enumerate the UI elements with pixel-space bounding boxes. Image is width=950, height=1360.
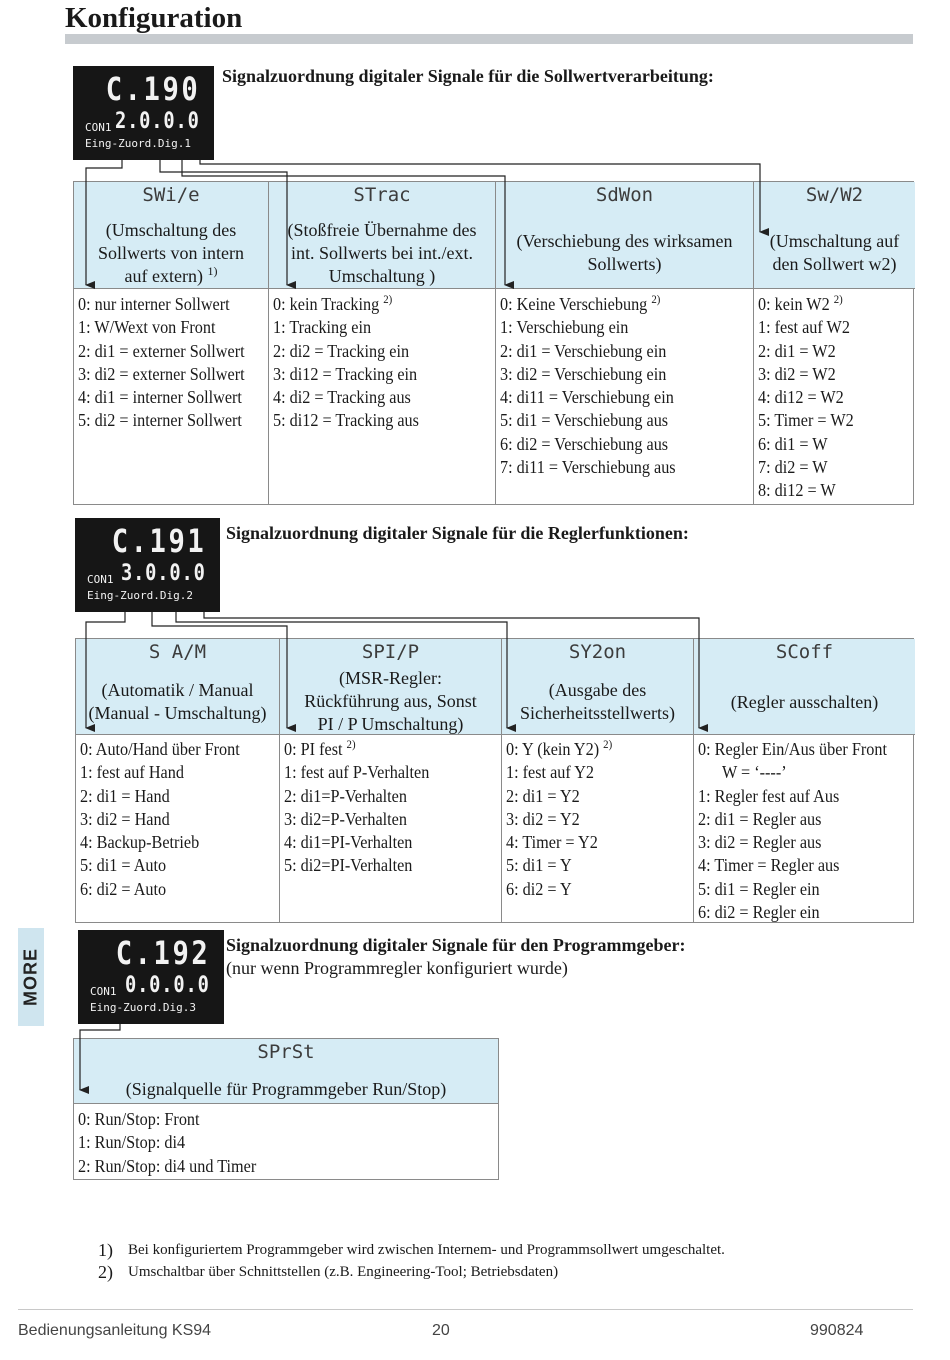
option-item: 7: di2 = W — [758, 457, 828, 478]
option-item: 1: fest auf Y2 — [506, 762, 595, 783]
lcd-code: C.190 — [105, 70, 200, 108]
option-item: 0: PI fest $^{2)}$ — [284, 737, 356, 759]
footnote-ref: 1) — [207, 263, 218, 278]
option-item: 2: di1 = Verschiebung ein — [500, 340, 667, 361]
option-item: W = ‘----’ — [698, 762, 787, 783]
footnote-number: 2) — [98, 1262, 113, 1282]
lcd-value: 3.0.0.0 — [121, 561, 206, 586]
lcd-con-label: CON1 — [87, 573, 114, 586]
option-item: 3: di12 = Tracking ein — [273, 363, 418, 384]
option-item: 4: di11 = Verschiebung ein — [500, 387, 674, 408]
option-item: 4: di2 = Tracking aus — [273, 387, 411, 408]
option-item: 5: di2 = interner Sollwert — [78, 410, 242, 431]
lcd-code: C.192 — [115, 934, 210, 972]
connector-sdwon — [182, 160, 505, 285]
parameter-description: (Ausgabe des Sicherheitsstellwerts) — [520, 680, 675, 723]
parameter-description: (Verschiebung des wirksamen Sollwerts) — [516, 231, 733, 274]
parameter-description: (Umschaltung auf den Sollwert w2) — [769, 231, 900, 274]
connector-strac — [160, 160, 287, 285]
lcd-con-label: CON1 — [85, 121, 112, 134]
footnote-ref: 2) — [346, 737, 356, 751]
connector-sy2on — [176, 612, 507, 728]
lcd-sub-label: Eing-Zuord.Dig.3 — [90, 1001, 196, 1014]
footer-page-number: 20 — [432, 1322, 450, 1339]
option-item: 1: W/Wext von Front — [78, 317, 216, 338]
parameter-code: SPI/P — [361, 641, 420, 663]
option-item: 6: di1 = W — [758, 433, 828, 454]
parameter-description: (Regler ausschalten) — [730, 691, 879, 712]
option-item: 4: di1=PI-Verhalten — [284, 832, 413, 853]
option-item: 1: fest auf P-Verhalten — [284, 762, 430, 783]
option-item: 5: di2=PI-Verhalten — [284, 855, 413, 876]
connector-sprst — [80, 1024, 120, 1090]
option-item: 4: Backup-Betrieb — [80, 832, 200, 853]
option-item: 2: di1 = Regler aus — [698, 808, 822, 829]
parameter-code: SY2on — [568, 641, 627, 663]
lcd-sub-label: Eing-Zuord.Dig.1 — [85, 137, 191, 150]
connector-scoff — [204, 612, 699, 728]
parameter-description: (Signalquelle für Programmgeber Run/Stop) — [125, 1078, 447, 1099]
option-item: 0: Auto/Hand über Front — [80, 739, 240, 759]
footnote-ref: 2) — [651, 292, 661, 306]
parameter-code: SCoff — [775, 641, 834, 663]
section-heading-c190: Signalzuordnung digitaler Signale für die Sollwertverarbeitung: — [222, 66, 714, 86]
parameter-code: SWi/e — [142, 184, 200, 206]
option-item: 2: di2 = Tracking ein — [273, 340, 410, 361]
footnote-ref: 2) — [383, 292, 393, 306]
option-item: 5: Timer = W2 — [758, 410, 854, 431]
option-item: 7: di11 = Verschiebung aus — [500, 457, 676, 478]
footer-doc-code: 990824 — [810, 1322, 864, 1339]
option-item: 3: di2 = Y2 — [506, 808, 580, 829]
option-item: 0: Y (kein Y2) $^{2)}$ — [506, 737, 613, 759]
lcd-con-label: CON1 — [90, 985, 117, 998]
footnote-ref: 2) — [603, 737, 613, 751]
footnote-text: Bei konfiguriertem Programmgeber wird zwischen Internem- und Programmsollwert umgeschaltet. — [128, 1242, 725, 1258]
option-item: 2: di1 = externer Sollwert — [78, 340, 245, 361]
option-item: 0: nur interner Sollwert — [78, 294, 230, 314]
option-item: 6: di2 = Regler ein — [698, 902, 820, 923]
more-tab: MORE — [18, 928, 44, 1026]
option-item: 1: Run/Stop: di4 — [78, 1132, 186, 1153]
page-title: Konfiguration — [65, 2, 243, 34]
option-item: 5: di12 = Tracking aus — [273, 410, 419, 431]
footnote-number: 1) — [98, 1240, 113, 1260]
connector-swie — [86, 160, 122, 285]
section-note-c192: (nur wenn Programmregler konfiguriert wurde) — [226, 958, 568, 978]
option-item: 3: di2 = externer Sollwert — [78, 363, 245, 384]
option-item: 4: di1 = interner Sollwert — [78, 387, 242, 408]
option-item: 2: di1 = Y2 — [506, 785, 580, 806]
parameter-code: SdWon — [595, 184, 654, 206]
section-heading-c192: Signalzuordnung digitaler Signale für den Programmgeber: — [226, 935, 686, 955]
option-item: 2: di1 = W2 — [758, 340, 836, 361]
option-item: 5: di1 = Regler ein — [698, 878, 820, 899]
option-item: 8: di12 = W — [758, 480, 836, 501]
connector-spip — [152, 612, 287, 728]
option-item: 1: fest auf Hand — [80, 762, 184, 783]
option-item: 0: Run/Stop: Front — [78, 1109, 200, 1129]
option-item: 5: di1 = Y — [506, 855, 572, 876]
footnote-text: Umschaltbar über Schnittstellen (z.B. Engineering-Tool; Betriebsdaten) — [128, 1264, 559, 1280]
option-item: 1: Verschiebung ein — [500, 317, 629, 338]
parameter-description: (Automatik / Manual (Manual - Umschaltung) — [88, 680, 267, 723]
parameter-description: (Umschaltung des Sollwerts von intern auf extern) $^{1)}$ — [98, 219, 244, 286]
footer-manual-name: Bedienungsanleitung KS94 — [18, 1322, 212, 1339]
option-item: 2: di1 = Hand — [80, 785, 170, 806]
option-item: 2: di1=P-Verhalten — [284, 785, 407, 806]
option-item: 0: Regler Ein/Aus über Front — [698, 739, 887, 759]
option-item: 3: di2=P-Verhalten — [284, 808, 407, 829]
option-item: 1: Regler fest auf Aus — [698, 785, 840, 806]
option-item: 4: di12 = W2 — [758, 387, 844, 408]
option-item: 6: di2 = Verschiebung aus — [500, 433, 669, 454]
option-item: 1: Tracking ein — [273, 317, 372, 338]
option-item: 0: kein Tracking $^{2)}$ — [273, 292, 393, 314]
option-item: 5: di1 = Auto — [80, 855, 167, 876]
option-item: 6: di2 = Y — [506, 878, 572, 899]
parameter-code: S A/M — [148, 641, 207, 663]
option-item: 4: Timer = Y2 — [506, 832, 598, 853]
parameter-code: STrac — [353, 184, 411, 206]
parameter-description: (Stoßfreie Übernahme des int. Sollwerts bei int./ext. Umschaltung ) — [287, 219, 477, 286]
section-heading-c191: Signalzuordnung digitaler Signale für die Reglerfunktionen: — [226, 523, 689, 543]
option-item: 3: di2 = Verschiebung ein — [500, 363, 667, 384]
option-item: 1: fest auf W2 — [758, 317, 850, 338]
option-item: 0: kein W2 $^{2)}$ — [758, 292, 843, 314]
connector-sam — [86, 612, 125, 728]
lcd-sub-label: Eing-Zuord.Dig.2 — [87, 589, 193, 602]
parameter-code: Sw/W2 — [805, 184, 864, 206]
lcd-value: 0.0.0.0 — [125, 973, 210, 998]
option-item: 5: di1 = Verschiebung aus — [500, 410, 669, 431]
option-item: 0: Keine Verschiebung $^{2)}$ — [500, 292, 661, 314]
footer-rule — [18, 1309, 913, 1310]
lcd-value: 2.0.0.0 — [115, 109, 200, 134]
lcd-code: C.191 — [111, 522, 206, 560]
option-item: 3: di2 = Hand — [80, 808, 170, 829]
parameter-description: (MSR-Regler: Rückführung aus, Sonst PI / P Umschaltung) — [304, 667, 477, 734]
footnote-ref: 2) — [833, 292, 843, 306]
option-item: 3: di2 = W2 — [758, 363, 836, 384]
option-item: 6: di2 = Auto — [80, 878, 167, 899]
parameter-code: SPrSt — [257, 1041, 315, 1063]
option-item: 3: di2 = Regler aus — [698, 832, 822, 853]
option-item: 4: Timer = Regler aus — [698, 855, 840, 876]
option-item: 2: Run/Stop: di4 und Timer — [78, 1155, 257, 1176]
connector-sww2 — [200, 160, 760, 232]
